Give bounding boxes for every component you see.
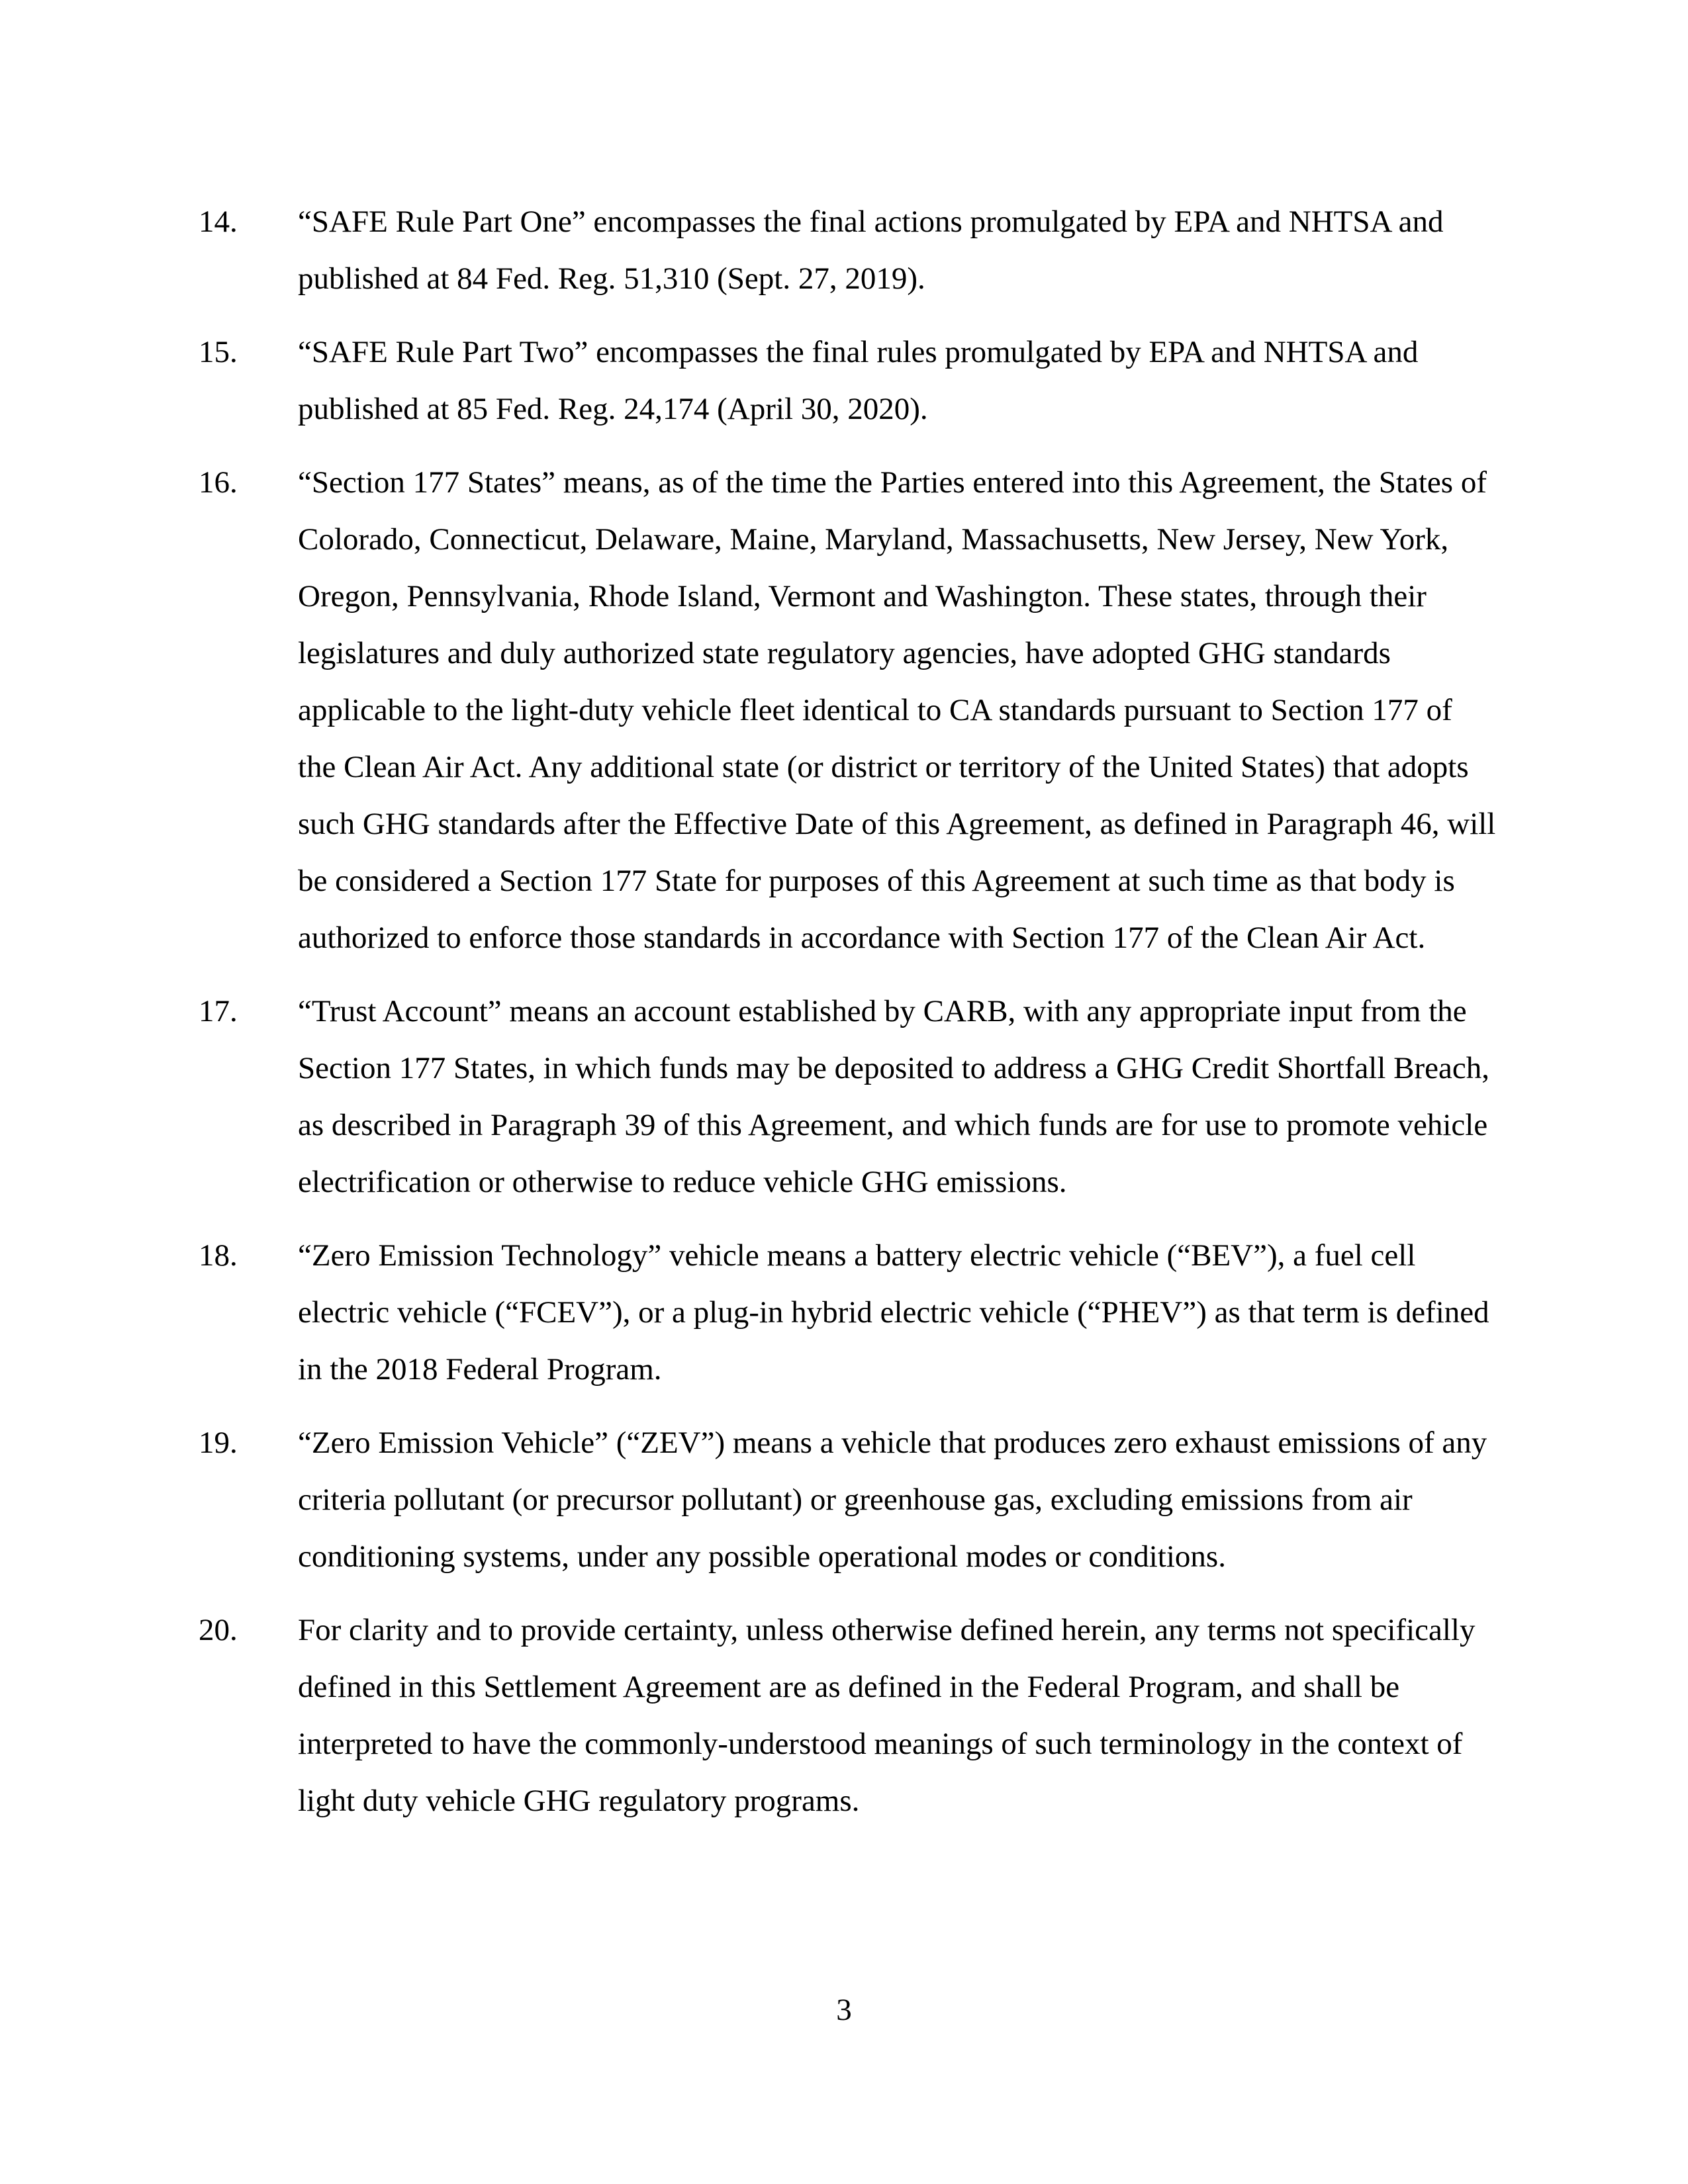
paragraph-15	[199, 324, 1496, 437]
paragraph-19	[199, 1414, 1496, 1585]
paragraph-number: 19.	[199, 1426, 238, 1460]
page-number: 3	[836, 1993, 852, 2027]
paragraph-number: 16.	[199, 465, 238, 500]
paragraph-number: 17.	[199, 994, 238, 1028]
paragraph-number: 14.	[199, 205, 238, 239]
paragraph-text: “SAFE Rule Part One” encompasses the final actions promulgated by EPA and NHTSA and published at 84 Fed. Reg. 51,310 (Sept. 27, 2019).	[298, 205, 1444, 296]
paragraph-text: “Section 177 States” means, as of the time the Parties entered into this Agreement, the States of Colorado, Connecticut, Delaware, Maine, Maryland, Massachusetts, New Jersey, New York, Oregon, Pennsylvania, Rhode Island, Vermont and Washington. These states, through their legislatures and duly authorized state regulatory agencies, have adopted GHG standards applicable to the light-duty vehicle fleet identical to CA standards pursuant to Section 177 of the Clean Air Act. Any additional state (or district or territory of the United States) that adopts such GHG standards after the Effective Date of this Agreement, as defined in Paragraph 46, will be considered a Section 177 State for purposes of this Agreement at such time as that body is authorized to enforce those standards in accordance with Section 177 of the Clean Air Act.	[298, 465, 1496, 955]
paragraph-number: 20.	[199, 1613, 238, 1647]
definitions-list	[199, 193, 1496, 1846]
paragraph-number: 15.	[199, 335, 238, 369]
paragraph-text: “SAFE Rule Part Two” encompasses the final rules promulgated by EPA and NHTSA and published at 85 Fed. Reg. 24,174 (April 30, 2020).	[298, 335, 1419, 426]
paragraph-text: For clarity and to provide certainty, unless otherwise defined herein, any terms not specifically defined in this Settlement Agreement are as defined in the Federal Program, and shall be interpreted to have the commonly-understood meanings of such terminology in the context of light duty vehicle GHG regulatory programs.	[298, 1613, 1476, 1818]
paragraph-17	[199, 983, 1496, 1210]
paragraph-text: “Zero Emission Technology” vehicle means a battery electric vehicle (“BEV”), a fuel cell electric vehicle (“FCEV”), or a plug-in hybrid electric vehicle (“PHEV”) as that term is defined in the 2018 Federal Program.	[298, 1238, 1489, 1387]
paragraph-18	[199, 1227, 1496, 1398]
paragraph-text: “Zero Emission Vehicle” (“ZEV”) means a vehicle that produces zero exhaust emissions of any criteria pollutant (or precursor pollutant) or greenhouse gas, excluding emissions from air conditioning systems, under any possible operational modes or conditions.	[298, 1426, 1487, 1574]
paragraph-14	[199, 193, 1496, 307]
paragraph-16	[199, 454, 1496, 966]
paragraph-20	[199, 1602, 1496, 1829]
paragraph-number: 18.	[199, 1238, 238, 1273]
paragraph-text: “Trust Account” means an account established by CARB, with any appropriate input from the Section 177 States, in which funds may be deposited to address a GHG Credit Shortfall Breach, as described in Paragraph 39 of this Agreement, and which funds are for use to promote vehicle electrification or otherwise to reduce vehicle GHG emissions.	[298, 994, 1489, 1199]
